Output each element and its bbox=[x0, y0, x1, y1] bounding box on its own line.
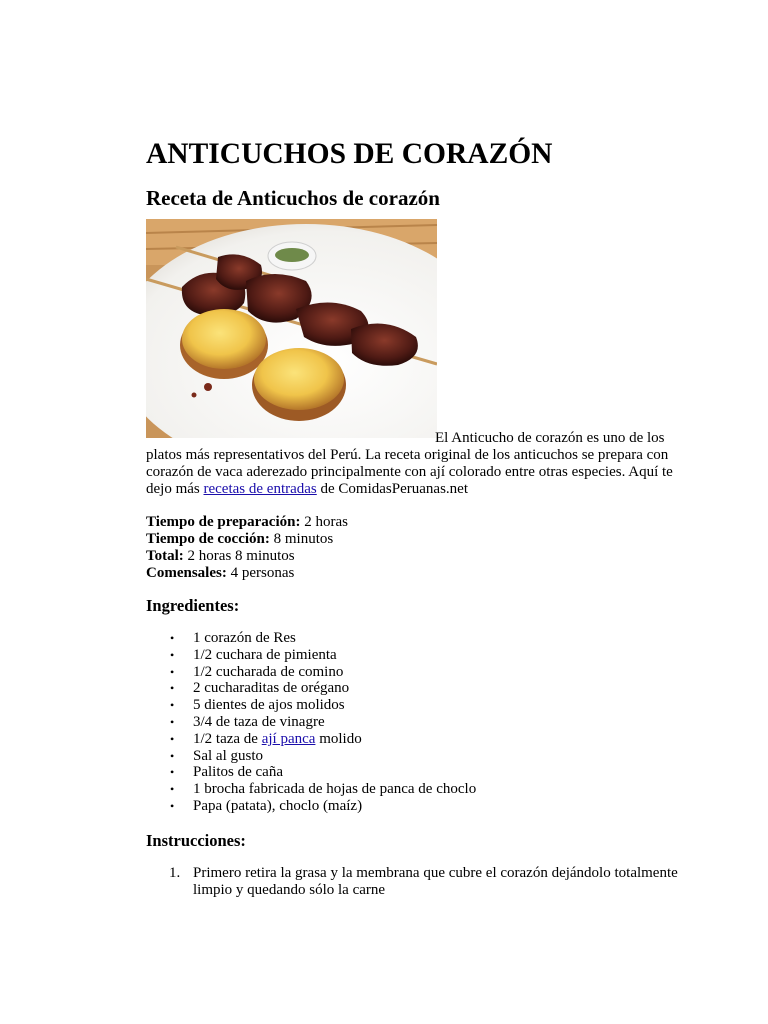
intro-text: El Anticucho de corazón es uno de los platos más representativos del Perú. La receta original de los anticuchos se prepara con corazón de vaca aderezado principalmente con ají colorado entre otras especies. Aquí te dejo más bbox=[146, 430, 673, 497]
ingredient-item: • 1 brocha fabricada de hojas de panca de choclo bbox=[146, 781, 686, 798]
ingredient-item: • Papa (patata), choclo (maíz) bbox=[146, 798, 686, 815]
instruction-step bbox=[146, 865, 686, 899]
intro-paragraph bbox=[146, 430, 686, 498]
ingredient-text: 1/2 taza de bbox=[193, 730, 262, 747]
meta-label: Tiempo de cocción: bbox=[146, 531, 270, 547]
meta-label: Tiempo de preparación: bbox=[146, 514, 301, 530]
anticuchos-photo bbox=[146, 219, 437, 438]
ingredients-heading: Ingredientes: bbox=[146, 596, 240, 615]
step-text: Primero retira la grasa y la membrana que cubre el corazón dejándolo totalmente limpio y quedando sólo la carne bbox=[193, 864, 678, 898]
document-content bbox=[146, 134, 686, 899]
ingredient-item: • 3/4 de taza de vinagre bbox=[146, 714, 686, 731]
meta-value: 2 horas 8 minutos bbox=[183, 548, 295, 564]
instructions-heading: Instrucciones: bbox=[146, 830, 246, 850]
ingredient-item: • Palitos de caña bbox=[146, 764, 686, 781]
ingredient-item: • 1/2 cucharada de comino bbox=[146, 664, 686, 681]
meta-label: Total: bbox=[146, 548, 184, 564]
intro-text-end: de ComidasPeruanas.net bbox=[316, 481, 468, 497]
ingredient-item: • Sal al gusto bbox=[146, 748, 686, 765]
ingredient-text: molido bbox=[315, 730, 362, 747]
meta-prep-time bbox=[146, 514, 686, 531]
meta-servings bbox=[146, 565, 686, 582]
recipe-subtitle: Receta de Anticuchos de corazón bbox=[146, 186, 440, 210]
ingredient-item: • 1 corazón de Res bbox=[146, 630, 686, 647]
entradas-recipes-link[interactable]: recetas de entradas bbox=[203, 481, 317, 497]
recipe-meta bbox=[146, 514, 686, 582]
page-title: ANTICUCHOS DE CORAZÓN bbox=[146, 138, 553, 170]
meta-label: Comensales: bbox=[146, 565, 227, 581]
instructions-list bbox=[146, 865, 686, 899]
aji-panca-link[interactable]: ají panca bbox=[261, 730, 316, 747]
meta-value: 2 horas bbox=[300, 514, 348, 530]
ingredient-item bbox=[146, 731, 686, 748]
ingredients-list bbox=[146, 630, 686, 815]
meta-cook-time bbox=[146, 531, 686, 548]
meta-total-time bbox=[146, 548, 686, 565]
recipe-photo-container bbox=[146, 219, 686, 438]
step-number: 1. bbox=[169, 864, 181, 881]
ingredient-item: • 1/2 cuchara de pimienta bbox=[146, 647, 686, 664]
ingredient-item: • 5 dientes de ajos molidos bbox=[146, 697, 686, 714]
meta-value: 8 minutos bbox=[269, 531, 334, 547]
ingredient-item: • 2 cucharaditas de orégano bbox=[146, 680, 686, 697]
meta-value: 4 personas bbox=[226, 565, 295, 581]
